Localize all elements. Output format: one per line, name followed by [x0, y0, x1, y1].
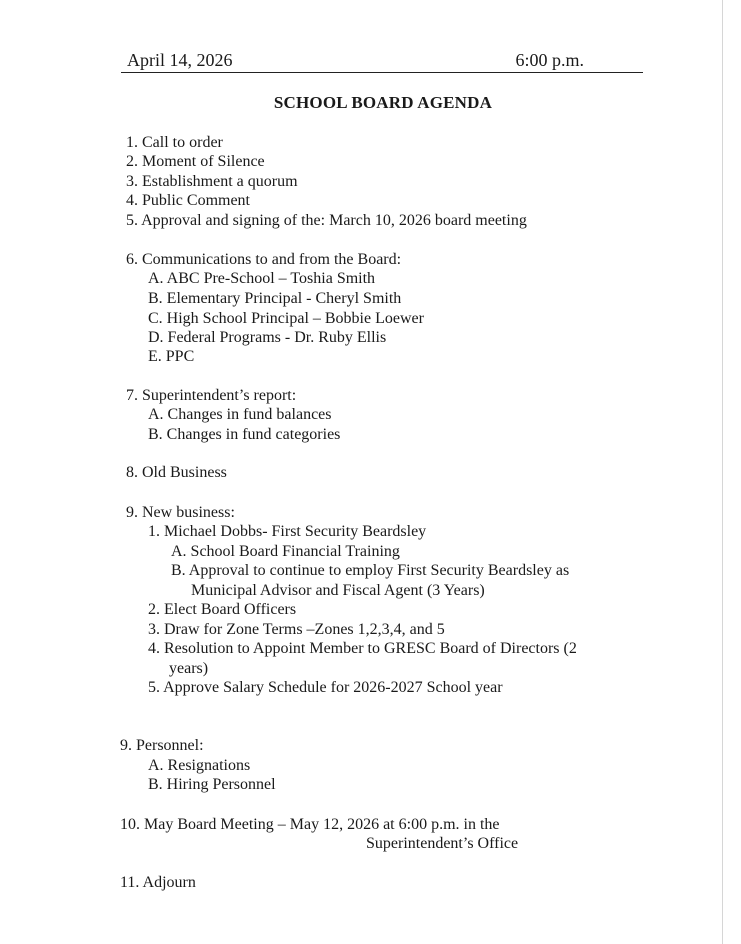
- agenda-subsubitem: B. Approval to continue to employ First Security Beardsley as: [171, 562, 570, 579]
- agenda-item: 9. Personnel:: [120, 737, 204, 754]
- agenda-header: [121, 50, 643, 73]
- agenda-subitem: 1. Michael Dobbs- First Security Beardsley: [148, 523, 427, 540]
- agenda-subitem: 5. Approve Salary Schedule for 2026-2027 School year: [148, 679, 503, 696]
- page-title: SCHOOL BOARD AGENDA: [273, 93, 493, 112]
- agenda-item: 1. Call to order: [126, 134, 223, 151]
- agenda-item: 9. New business:: [126, 504, 235, 521]
- agenda-subitem: C. High School Principal – Bobbie Loewer: [148, 310, 424, 327]
- agenda-item: 10. May Board Meeting – May 12, 2026 at 6:00 p.m. in the: [120, 816, 500, 833]
- agenda-subitem: A. Changes in fund balances: [148, 406, 332, 423]
- agenda-continuation: Superintendent’s Office: [366, 835, 519, 852]
- agenda-subitem: E. PPC: [148, 348, 195, 365]
- agenda-subitem: 2. Elect Board Officers: [148, 601, 297, 618]
- agenda-subitem: D. Federal Programs - Dr. Ruby Ellis: [148, 329, 387, 346]
- agenda-item: 2. Moment of Silence: [126, 153, 265, 170]
- meeting-time: 6:00 p.m.: [515, 50, 584, 70]
- agenda-subitem: B. Hiring Personnel: [148, 776, 276, 793]
- agenda-item: 8. Old Business: [126, 464, 227, 481]
- agenda-subitem: B. Elementary Principal - Cheryl Smith: [148, 290, 402, 307]
- agenda-subitem: 3. Draw for Zone Terms –Zones 1,2,3,4, and 5: [148, 621, 445, 638]
- agenda-item: 3. Establishment a quorum: [126, 173, 298, 190]
- agenda-subitem: A. ABC Pre-School – Toshia Smith: [148, 270, 376, 287]
- agenda-continuation: Municipal Advisor and Fiscal Agent (3 Years): [191, 582, 485, 599]
- agenda-item: 7. Superintendent’s report:: [126, 387, 297, 404]
- agenda-item: 11. Adjourn: [120, 874, 196, 891]
- page-edge: [722, 0, 723, 944]
- agenda-continuation: years): [169, 660, 209, 677]
- agenda-subitem: B. Changes in fund categories: [148, 426, 341, 443]
- agenda-subitem: 4. Resolution to Appoint Member to GRESC Board of Directors (2: [148, 640, 577, 657]
- agenda-item: 4. Public Comment: [126, 192, 250, 209]
- agenda-subsubitem: A. School Board Financial Training: [171, 543, 400, 560]
- agenda-item: 6. Communications to and from the Board:: [126, 251, 402, 268]
- meeting-date: April 14, 2026: [127, 50, 233, 70]
- agenda-subitem: A. Resignations: [148, 757, 251, 774]
- agenda-item: 5. Approval and signing of the: March 10, 2026 board meeting: [126, 212, 527, 229]
